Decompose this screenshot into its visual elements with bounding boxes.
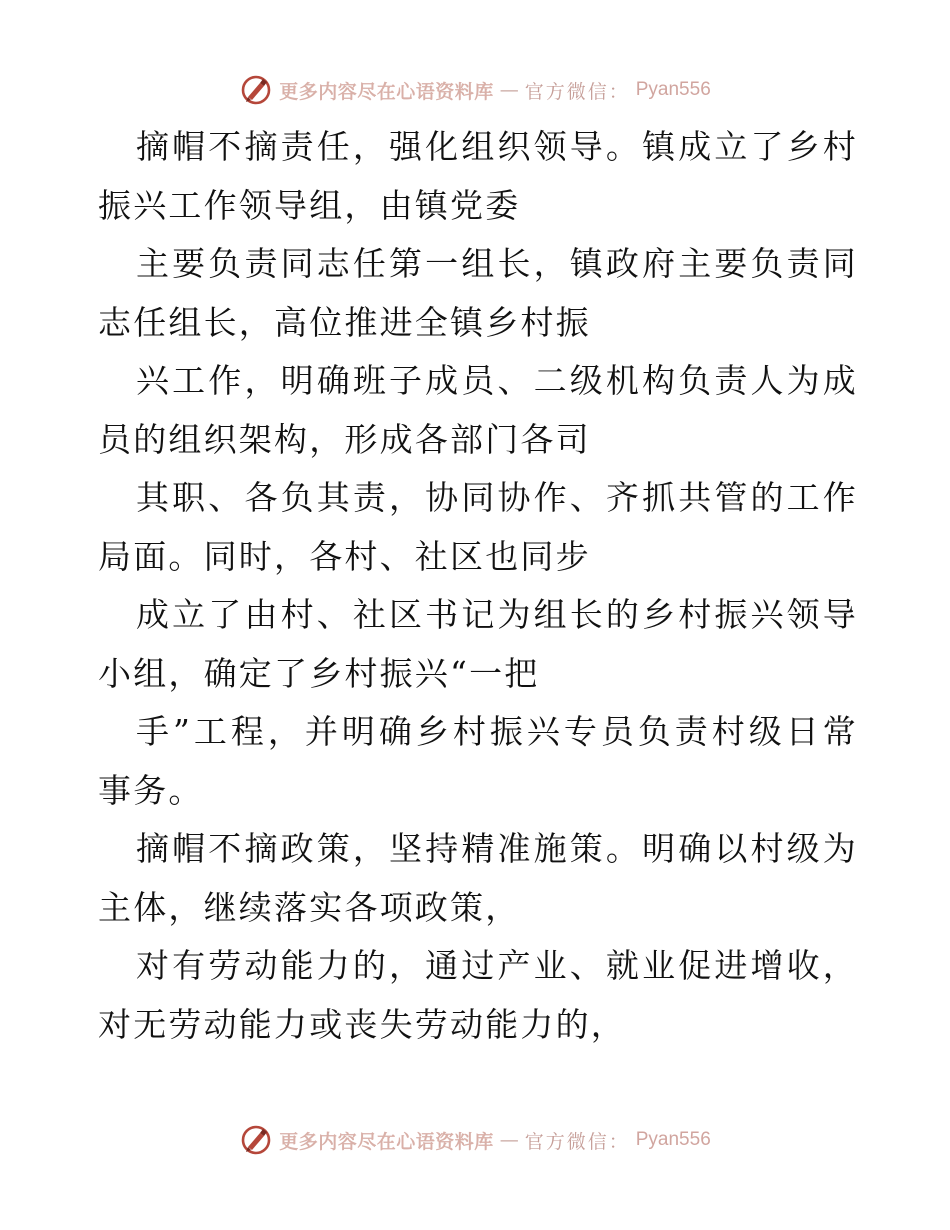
watermark-wechat-label: 官方微信： <box>524 1130 630 1153</box>
watermark-separator: — <box>499 79 519 101</box>
pen-logo-icon <box>239 73 273 107</box>
watermark-wechat-id: Pyan556 <box>635 1129 711 1150</box>
document-body <box>98 118 858 1054</box>
paragraph: 兴工作，明确班子成员、二级机构负责人为成员的组织架构，形成各部门各司 <box>98 361 858 459</box>
paragraph: 手”工程，并明确乡村振兴专员负责村级日常事务。 <box>98 712 858 810</box>
paragraph: 摘帽不摘责任，强化组织领导。镇成立了乡村振兴工作领导组，由镇党委 <box>98 127 858 225</box>
paragraph: 其职、各负其责，协同协作、齐抓共管的工作局面。同时，各村、社区也同步 <box>98 478 858 576</box>
watermark-wechat-id: Pyan556 <box>635 79 711 100</box>
watermark-brand: 更多内容尽在心语资料库 <box>279 1130 494 1153</box>
paragraph: 摘帽不摘政策，坚持精准施策。明确以村级为主体，继续落实各项政策， <box>98 829 858 927</box>
paragraph: 成立了由村、社区书记为组长的乡村振兴领导小组，确定了乡村振兴“一把 <box>98 595 858 693</box>
watermark-separator: — <box>499 1129 519 1151</box>
watermark-brand: 更多内容尽在心语资料库 <box>279 80 494 103</box>
watermark-wechat-label: 官方微信： <box>524 80 630 103</box>
header-watermark <box>0 70 950 110</box>
footer-watermark <box>0 1120 950 1160</box>
pen-logo-icon <box>239 1123 273 1157</box>
paragraph: 对有劳动能力的，通过产业、就业促进增收，对无劳动能力或丧失劳动能力的， <box>98 946 858 1044</box>
paragraph: 主要负责同志任第一组长，镇政府主要负责同志任组长，高位推进全镇乡村振 <box>98 244 858 342</box>
